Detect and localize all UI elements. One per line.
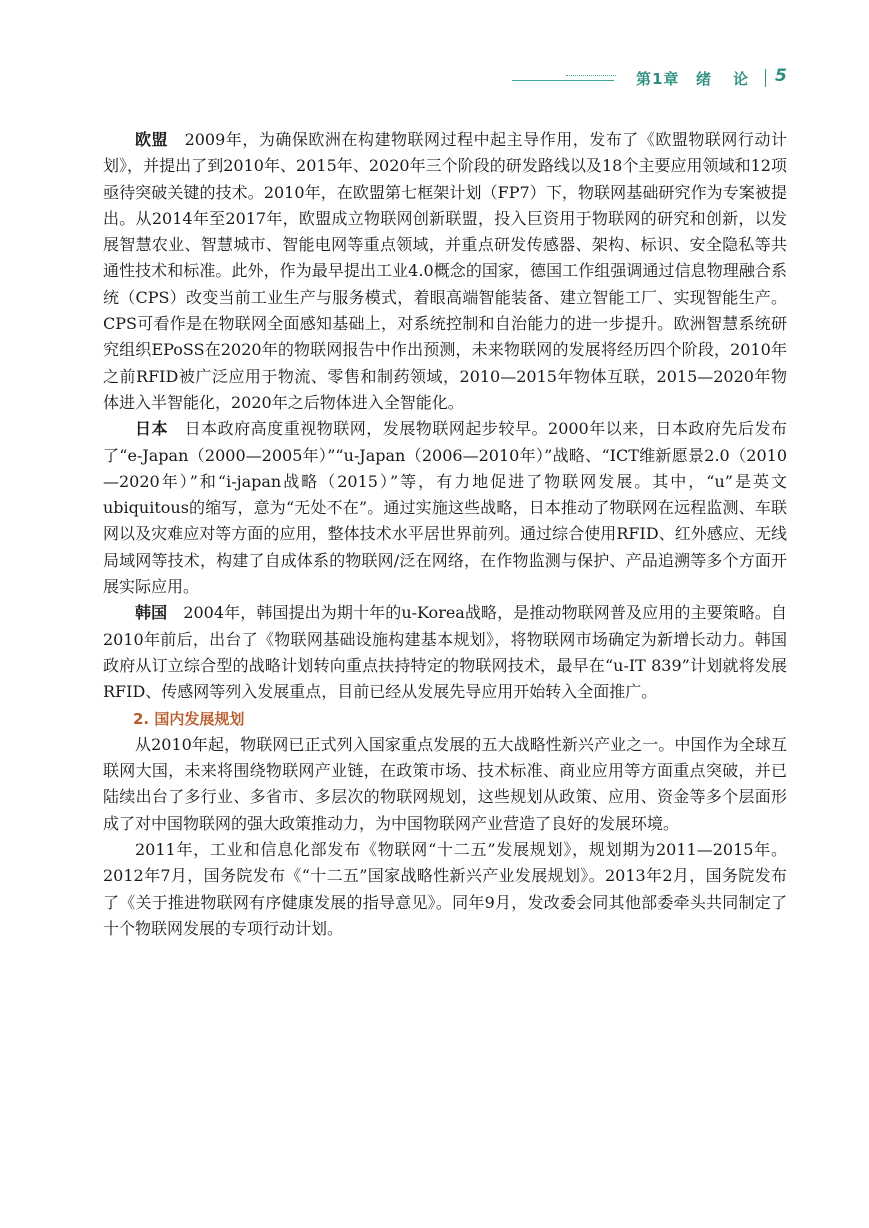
paragraph-korea xyxy=(103,600,787,705)
header-dotted-rule xyxy=(566,75,616,76)
paragraph-domestic-2: 2011年，工业和信息化部发布《物联网“十二五”发展规划》，规划期为2011—2015年。2012年7月，国务院发布《“十二五”国家战略性新兴产业发展规划》。2013年2月，国务院发布了《关于推进物联网有序健康发展的指导意见》。同年9月，发改委会同其他部委牵头共同制定了十个物联网发展的专项行动计划。 xyxy=(103,840,787,938)
paragraph-domestic-1: 从2010年起，物联网已正式列入国家重点发展的五大战略性新兴产业之一。中国作为全球互联网大国，未来将围绕物联网产业链，在政策市场、技术标准、商业应用等方面重点突破，并已陆续出台了多行业、多省市、多层次的物联网规划，这些规划从政策、应用、资金等多个层面形成了对中国物联网的强大政策推动力，为中国物联网产业营造了良好的发展环境。 xyxy=(103,734,787,833)
paragraph-text-korea: 2004年，韩国提出为期十年的u-Korea战略，是推动物联网普及应用的主要策略。自2010年前后，出台了《物联网基础设施构建基本规划》，将物联网市场确定为新增长动力。韩国政府从订立综合型的战略计划转向重点扶持特定的物联网技术，最早在“u-IT 839”计划就将发展RFID、传感网等列入发展重点，目前已经从发展先导应用开始转入全面推广。 xyxy=(103,603,787,702)
header-rule xyxy=(512,80,614,81)
paragraph-japan xyxy=(103,416,787,600)
page-header xyxy=(0,66,869,92)
page-number: 5 xyxy=(775,66,787,86)
paragraph-lead-eu: 欧盟 xyxy=(135,130,169,149)
paragraph-text-japan: 日本政府高度重视物联网，发展物联网起步较早。2000年以来，日本政府先后发布了“e-Japan（2000—2005年）”“u-Japan（2006—2010年）”战略、“ICT维新愿景2.0（2010—2020年）”和“i-japan战略（2015）”等，有力地促进了物联网发展。其中，“u”是英文ubiquitous的缩写，意为“无处不在”。通过实施这些战略，日本推动了物联网在远程监测、车联网以及灾难应对等方面的应用，整体技术水平居世界前列。通过综合使用RFID、红外感应、无线局域网等技术，构建了自成体系的物联网/泛在网络，在作物监测与保护、产品追溯等多个方面开展实际应用。 xyxy=(103,419,787,597)
paragraph-eu xyxy=(103,127,787,416)
header-separator xyxy=(765,69,766,87)
paragraph-lead-japan: 日本 xyxy=(135,419,169,439)
chapter-title: 绪论 xyxy=(696,70,771,88)
chapter-label: 第1章 xyxy=(636,70,680,88)
paragraph-lead-korea: 韩国 xyxy=(135,603,168,623)
section-heading: 2. 国内发展规划 xyxy=(133,709,245,728)
page-body xyxy=(103,127,787,942)
paragraph-text-eu: 2009年，为确保欧洲在构建物联网过程中起主导作用，发布了《欧盟物联网行动计划》，并提出了到2010年、2015年、2020年三个阶段的研发路线以及18个主要应用领域和12项亟待突破关键的技术。2010年，在欧盟第七框架计划（FP7）下，物联网基础研究作为专案被提出。从2014年至2017年，欧盟成立物联网创新联盟，投入巨资用于物联网的研究和创新，以发展智慧农业、智慧城市、智能电网等重点领域，并重点研发传感器、架构、标识、安全隐私等共通性技术和标准。此外，作为最早提出工业4.0概念的国家，德国工作组强调通过信息物理融合系统（CPS）改变当前工业生产与服务模式，着眼高端智能装备、建立智能工厂、实现智能生产。CPS可看作是在物联网全面感知基础上，对系统控制和自治能力的进一步提升。欧洲智慧系统研究组织EPoSS在2020年的物联网报告中作出预测，未来物联网的发展将经历四个阶段，2010年之前RFID被广泛应用于物流、零售和制药领域，2010—2015年物体互联，2015—2020年物体进入半智能化，2020年之后物体进入全智能化。 xyxy=(103,130,787,412)
